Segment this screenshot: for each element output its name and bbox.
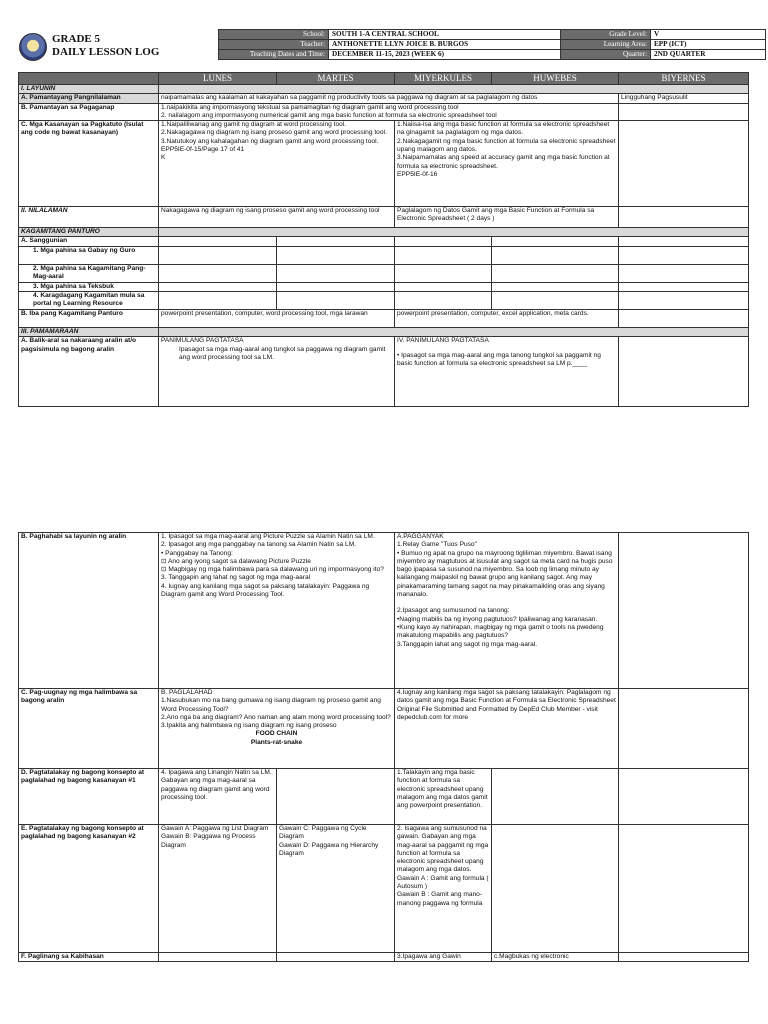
school-value: SOUTH 1-A CENTRAL SCHOOL <box>329 30 561 40</box>
row-label-pagtatalakay-2: E. Pagtatalakay ng bagong konsepto at paglalahad ng bagong kasanayan #2 <box>19 825 159 953</box>
pag-uugnay-miyerkules-line: 4.Iugnay ang kanilang mga sagot sa paksang tatalakayin: Paglalagom ng datos gamit ang mga Basic Function at Formula sa Electronic Spreadsheet <box>397 689 616 705</box>
row-label-sanggunian: A. Sanggunian <box>19 237 159 246</box>
pag-uugnay-miyerkules-line: Original File Submitted and Formatted by DepEd Club Member - visit depedclub.com for more <box>397 705 598 721</box>
paghahabi-miyerkules-line: A.PAGGANYAK <box>397 533 444 540</box>
teaching-dates-value: DECEMBER 11-15, 2023 (WEEK 6) <box>329 50 561 60</box>
gawain-line: Gawain A : Gamit ang formula ( Autosum ) <box>397 874 489 891</box>
row-label-paglinang-sa-kabihasan: F. Paglinang sa Kabihasan <box>19 953 159 962</box>
cell-pagtatalakay-2-martes <box>277 825 395 953</box>
food-chain-title: FOOD CHAIN <box>255 730 298 738</box>
cell-balik-aral-miyerkules <box>395 337 619 407</box>
cell-pagtatalakay-1-lunes: 4. Ipagawa ang Linangin Natin sa LM. Gabayan ang mga mag-aaral sa paggawa ng diagram gamit ang word processing tool. <box>159 769 277 825</box>
pagaganap-line-1: 1.naipakikita ang impormasyong tekstual sa pamamagitan ng diagram gamit ang word processing tool <box>161 103 459 111</box>
kasanayan-lunes-line: 1.Naipaliliwanag ang gamit ng diagram at word processing tool. <box>161 121 347 129</box>
log-title: DAILY LESSON LOG <box>52 46 160 58</box>
school-label: School: <box>219 30 329 40</box>
row-label-pag-uugnay: C. Pag-uugnay ng mga halimbawa sa bagong aralin <box>19 689 159 769</box>
cell-kasanayan-miyerkules <box>395 121 619 207</box>
cell-paghahabi-miyerkules <box>395 533 619 689</box>
cell-paghahabi-lunes <box>159 533 395 689</box>
paghahabi-miyerkules-line: •Naging mabilis ba ng inyong pagtutuos? Ipaliwanag ang karanasan. <box>397 615 598 623</box>
teacher-value: ANTHONETTE LLYN JOICE B. BURGOS <box>329 40 561 50</box>
paghahabi-miyerkules-line: 3.Tanggapin lahat ang sagot ng mga mag-aaral. <box>397 640 538 648</box>
grade-level-label: Grade Level: <box>561 30 651 40</box>
row-label-pamantayang-pangnilalaman: A. Pamantayang Pangnilalaman <box>19 94 159 103</box>
quarter-label: Quarter: <box>561 50 651 60</box>
section-layunin: I. LAYUNIN <box>19 85 159 94</box>
cell-iba-miyerkules: powerpoint presentation, computer, excel application, meta cards. <box>395 310 619 328</box>
cell-pag-uugnay-lunes <box>159 689 395 769</box>
kasanayan-lunes-line: EPP5IE-0f-15/Page 17 of 41 <box>161 146 245 154</box>
document-title <box>52 33 159 59</box>
paghahabi-lunes-line: ⊡ Ano ang iyong sagot sa dalawang Picture Puzzle <box>161 557 311 565</box>
cell-nilalaman-lunes: Nakagagawa ng diagram ng isang proseso gamit ang word processing tool <box>159 207 395 228</box>
pag-uugnay-lunes-line: 3.Ipakita ang halimbawa ng isang diagram ng isang proseso <box>161 722 337 730</box>
pagaganap-line-2: 2. nailalagom ang impormasyong numerical gamit ang mga basic function at formula sa electronic spreadsheet tool <box>161 111 497 119</box>
paghahabi-miyerkules-line: • Bumuo ng apat na grupo na mayroong tigliliman miyembro. Bawat isang miyembro ay magtutuos at isusulat ang sagot sa meta card na hugis puso bago ipapasa sa susunod na miyembro. Sa loob ng limang minuto ay kailangang maipaskil ng bawat grupo ang kanilang sagot. Ang may pinakamaraming tamang sagot na may pinakamaikling oras ang siyang mananalo. <box>397 549 613 599</box>
kasanayan-miyerkules-line: 2.Nakagagamit ng mga basic function at formula sa electronic spreadsheet upang malagom ang datos. <box>397 137 616 154</box>
row-label-iba-pang-kagamitan: B. Iba pang Kagamitang Panturo <box>19 310 159 328</box>
cell-lingguhang-pagsusulit: Lingguhang Pagsusulit <box>619 94 749 103</box>
paghahabi-lunes-line: ⊡ Magbigay ng mga halimbawa para sa dalawang uri ng impormasyong ito? <box>161 566 384 574</box>
cell-pagtatalakay-2-lunes <box>159 825 277 953</box>
paghahabi-miyerkules-line: •Kung kayo ay nahirapan, magbigay ng mga gamit o tools na pwedeng makatulong mapabilis ang pagtutuos? <box>397 623 604 640</box>
row-label-kagamitang-pang-mag-aaral: 2. Mga pahina sa Kagamitang Pang-Mag-aaral <box>19 264 159 282</box>
paghahabi-miyerkules-line: 1.Relay Game "Tuos Puso" <box>397 541 477 549</box>
kasanayan-miyerkules-line: EPP5IE-0f-16 <box>397 170 438 178</box>
cell-pagtatalakay-2-miyerkules <box>395 825 492 953</box>
cell-pamantayang-pangnilalaman: naipamamalas ang kaalaman at kakayahan sa paggamit ng productivity tools sa paggawa ng diagram at sa paglalagom ng datos <box>159 94 619 103</box>
paghahabi-lunes-line: 4. Iugnay ang kanilang mga sagot sa paksang tatalakayin: Paggawa ng Diagram gamit ang Word Processing Tool. <box>161 582 370 599</box>
row-label-karagdagang-kagamitan: 4. Karagdagang Kagamitan mula sa portal ng Learning Resource <box>19 292 159 310</box>
cell-balik-aral-lunes <box>159 337 395 407</box>
row-label-pamantayan-sa-pagaganap: B. Pamantayan sa Pagaganap <box>19 103 159 121</box>
balik-aral-miyerkules-text: • Ipasagot sa mga mag-aaral ang mga tanong tungkol sa paggamit ng basic function at formula sa electronic spreadsheet sa LM p.____ <box>397 351 601 367</box>
cell-nilalaman-miyerkules: Paglalagom ng Datos Gamit ang mga Basic Function at Formula sa Electronic Spreadsheet ( 2 days ) <box>395 207 619 228</box>
kasanayan-lunes-line: 2.Nakagagawa ng diagram ng isang proseso gamit ang word processing tool. <box>161 129 387 137</box>
pag-uugnay-lunes-line: 2.Ano nga ba ang diagram? Ano naman ang alam mong word processing tool? <box>161 713 391 721</box>
pag-uugnay-lunes-line: B. PAGLALAHAD <box>161 689 213 696</box>
corner-header <box>19 73 159 85</box>
gawain-line: Gawain C: Paggawa ng Cycle Diagram <box>279 825 367 841</box>
lesson-log-table-page-2 <box>18 532 749 962</box>
section-nilalaman: II. NILALAMAN <box>19 207 159 228</box>
row-label-paghahabi-sa-layunin: B. Paghahabi sa layunin ng aralin <box>19 533 159 689</box>
cell-pamantayan-sa-pagaganap <box>159 103 619 121</box>
balik-aral-lunes-text: Ipasagot sa mga mag-aaral ang tungkol sa paggawa ng diagram gamit ang word processing tool sa LM. <box>179 345 386 361</box>
deped-seal-logo <box>19 33 47 61</box>
paghahabi-lunes-line: • Panggabay na Tanong: <box>161 549 233 557</box>
grade-title: GRADE 5 <box>52 33 100 45</box>
kasanayan-miyerkules-line: 3.Naipamamalas ang speed at accuracy gamit ang mga basic function at formula sa electronic spreadsheet. <box>397 154 610 170</box>
cell-iba-lunes: powerpoint presentation, computer, word processing tool, mga larawan <box>159 310 395 328</box>
learning-area-value: EPP (ICT) <box>651 40 766 50</box>
kasanayan-miyerkules-line: 1.Naiisa-isa ang mga basic function at formula sa electronic spreadsheet na ginagamit sa paglalagom ng mga datos. <box>397 121 610 137</box>
balik-aral-lunes-heading: PANIMULANG PAGTATASA <box>161 337 244 345</box>
balik-aral-miyerkules-heading: IV. PANIMULANG PAGTATASA <box>397 337 489 345</box>
section-pamamaraan: III. PAMAMARAAN <box>19 328 159 337</box>
grade-level-value: V <box>651 30 766 40</box>
cell-paglinang-huwebes: c.Magbukas ng electronic <box>492 953 619 962</box>
day-header-martes: MARTES <box>277 73 395 85</box>
cell-paglinang-miyerkules: 3.Ipagawa ang Gawin <box>395 953 492 962</box>
paghahabi-lunes-line: 3. Tanggapin ang lahat ng sagot ng mga mag-aaral <box>161 574 311 582</box>
gawain-line: Gawain D: Paggawa ng Hierarchy Diagram <box>279 841 379 857</box>
row-label-balik-aral: A. Balik-aral sa nakaraang aralin at/o pagsisimula ng bagong aralin <box>19 337 159 407</box>
kasanayan-lunes-line: K <box>161 154 166 162</box>
paghahabi-miyerkules-line: 2.Ipasagot ang sumusunod na tanong: <box>397 607 510 615</box>
header-info-table <box>218 29 766 60</box>
teacher-label: Teacher: <box>219 40 329 50</box>
paghahabi-miyerkules-line <box>397 599 616 607</box>
gawain-line: 2. Isagawa ang sumusunod na gawain. Gabayan ang mga mag-aaral sa paggamit ng mga function at formula sa electronic spreadsheet upang malagom ang mga datos. <box>397 825 489 874</box>
cell-pag-uugnay-miyerkules <box>395 689 619 769</box>
lesson-log-table-page-1 <box>18 72 749 407</box>
cell-pagtatalakay-1-miyerkules: 1.Talakayin ang mga basic function at formula sa electronic spreadsheet upang malagom ang mga datos gamit ang powerpoint presentation. <box>395 769 492 825</box>
food-chain-example: Plants-rat-snake <box>250 738 303 746</box>
row-label-teksbuk: 3. Mga pahina sa Teksbuk <box>19 282 159 291</box>
row-label-kasanayan-sa-pagkatuto: C. Mga Kasanayan sa Pagkatuto (Isulat ang code ng bawat kasanayan) <box>19 121 159 207</box>
gawain-line: Gawain B : Gamit ang mano-manong paggawa ng formula <box>397 891 483 907</box>
pag-uugnay-lunes-line: 1.Nasubukan mo na bang gumawa ng isang diagram ng proseso gamit ang Word Processing Tool? <box>161 697 381 713</box>
gawain-line: Gawain B: Paggawa ng Process Diagram <box>161 833 256 849</box>
day-header-lunes: LUNES <box>159 73 277 85</box>
quarter-value: 2ND QUARTER <box>651 50 766 60</box>
row-label-pagtatalakay-1: D. Pagtatalakay ng bagong konsepto at paglalahad ng bagong kasanayan #1 <box>19 769 159 825</box>
day-header-biyernes: BIYERNES <box>619 73 749 85</box>
row-label-gabay-ng-guro: 1. Mga pahina sa Gabay ng Guro <box>19 246 159 264</box>
learning-area-label: Learning Area: <box>561 40 651 50</box>
section-kagamitang-panturo: KAGAMITANG PANTURO <box>19 228 159 237</box>
paghahabi-lunes-line: 1. Ipasagot sa mga mag-aaral ang Picture Puzzle sa Alamin Natin sa LM. <box>161 533 375 540</box>
paghahabi-lunes-line: 2. Ipasagot ang mga panggabay na tanong sa Alamin Natin sa LM. <box>161 541 357 549</box>
gawain-line: Gawain A: Paggawa ng List Diagram <box>161 825 269 832</box>
teaching-dates-label: Teaching Dates and Time: <box>219 50 329 60</box>
day-header-huwebes: HUWEBES <box>492 73 619 85</box>
cell-kasanayan-lunes <box>159 121 395 207</box>
day-header-miyerkules: MIYERKULES <box>395 73 492 85</box>
kasanayan-lunes-line: 3.Natutukoy ang kahalagahan ng diagram gamit ang word processing tool. <box>161 137 379 145</box>
